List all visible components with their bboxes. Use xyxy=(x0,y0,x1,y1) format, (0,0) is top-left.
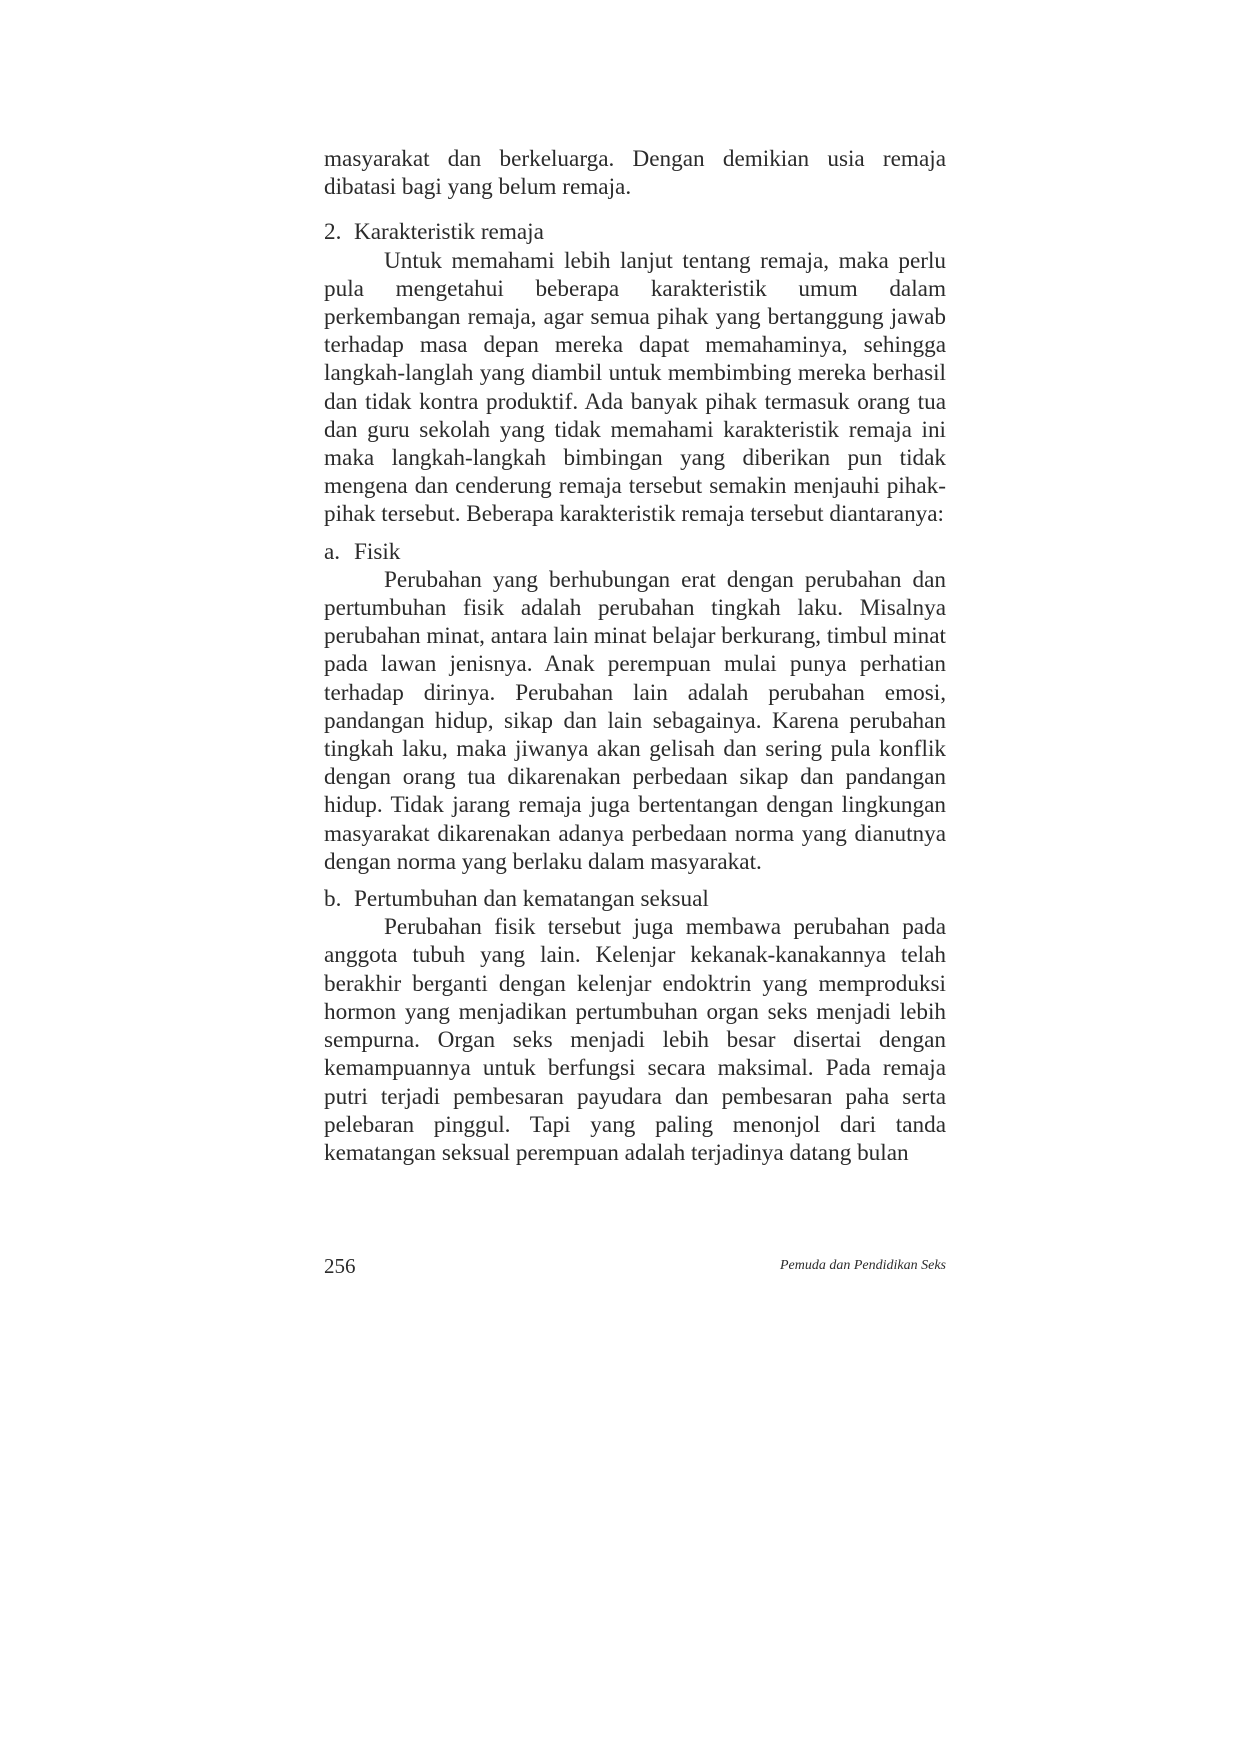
page-footer xyxy=(324,1253,946,1283)
section-2-heading xyxy=(324,218,946,246)
subsection-b-title: Pertumbuhan dan kematangan seksual xyxy=(354,886,709,913)
intro-paragraph: masyarakat dan berkeluarga. Dengan demikian usia remaja dibatasi bagi yang belum remaja. xyxy=(324,146,946,201)
section-2-number: 2. xyxy=(324,219,342,246)
page-body xyxy=(324,145,946,1167)
subsection-a-heading xyxy=(324,538,946,566)
section-2-title: Karakteristik remaja xyxy=(354,219,544,246)
subsection-a-letter: a. xyxy=(324,538,341,565)
subsection-b-paragraph: Perubahan fisik tersebut juga membawa perubahan pada anggota tubuh yang lain. Kelenjar kekanak-kanakannya telah berakhir berganti dengan kelenjar endoktrin yang memproduksi hormon yang menjadikan pertumbuhan organ seks menjadi lebih sempurna. Organ seks menjadi lebih besar disertai dengan kemampuannya untuk berfungsi secara maksimal. Pada remaja putri terjadi pembesaran payudara dan pembesaran paha serta pelebaran pinggul. Tapi yang paling menonjol dari tanda kematangan seksual perempuan adalah terjadinya datang bulan xyxy=(324,914,946,1166)
running-title: Pemuda dan Pendidikan Seks xyxy=(779,1258,946,1273)
page-number: 256 xyxy=(324,1254,356,1278)
subsection-a-paragraph: Perubahan yang berhubungan erat dengan perubahan dan pertumbuhan fisik adalah perubahan tingkah laku. Misalnya perubahan minat, antara lain minat belajar berkurang, timbul minat pada lawan jenisnya. Anak perempuan mulai punya perhatian terhadap dirinya. Perubahan lain adalah perubahan emosi, pandangan hidup, sikap dan lain sebagainya. Karena perubahan tingkah laku, maka jiwanya akan gelisah dan sering pula konflik dengan orang tua dikarenakan perbedaan sikap dan pandangan hidup. Tidak jarang remaja juga bertentangan dengan lingkungan masyarakat dikarenakan adanya perbedaan norma yang dianutnya dengan norma yang berlaku dalam masyarakat. xyxy=(324,566,946,875)
section-2-paragraph: Untuk memahami lebih lanjut tentang remaja, maka perlu pula mengetahui beberapa karakteristik umum dalam perkembangan remaja, agar semua pihak yang bertanggung jawab terhadap masa depan mereka dapat memahaminya, sehingga langkah-langlah yang diambil untuk membimbing mereka berhasil dan tidak kontra produktif. Ada banyak pihak termasuk orang tua dan guru sekolah yang tidak memahami karakteristik remaja ini maka langkah-langkah bimbingan yang diberikan pun tidak mengena dan cenderung remaja tersebut semakin menjauhi pihak-pihak tersebut. Beberapa karakteristik remaja tersebut diantaranya: xyxy=(324,247,946,528)
subsection-b-heading xyxy=(324,885,946,913)
subsection-b-letter: b. xyxy=(324,886,342,913)
subsection-a-title: Fisik xyxy=(354,538,401,565)
